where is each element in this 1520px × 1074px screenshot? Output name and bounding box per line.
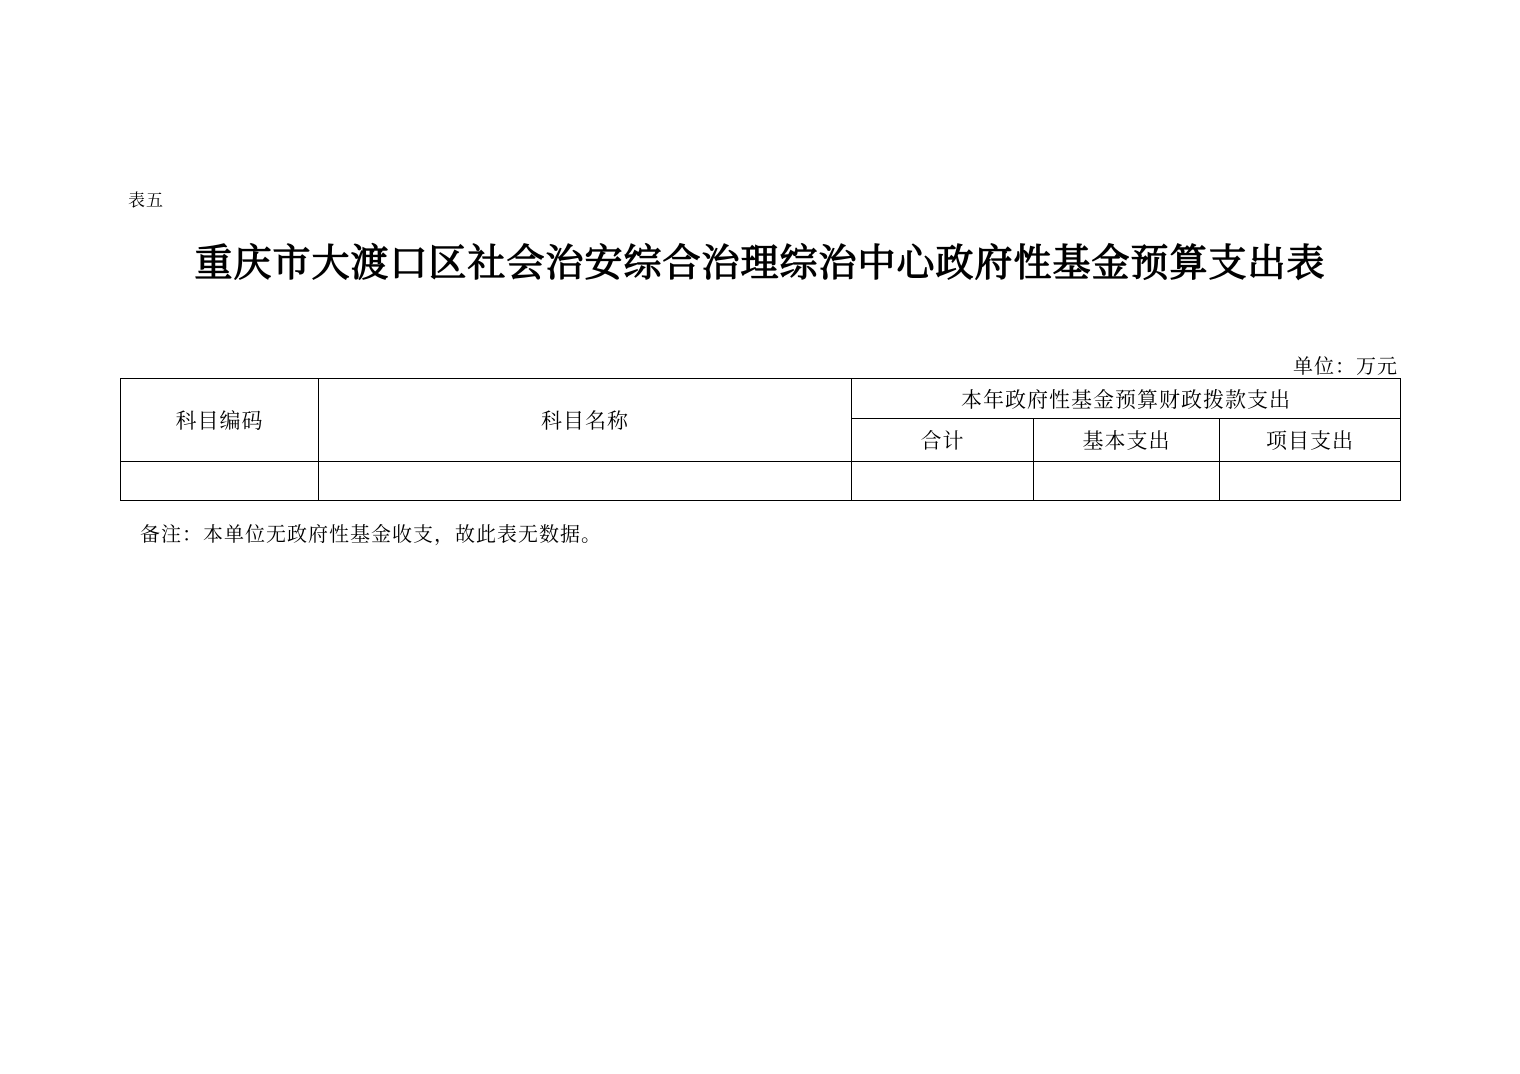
column-header-project: 项目支出 (1220, 419, 1401, 462)
cell-code (121, 462, 319, 501)
cell-basic (1034, 462, 1220, 501)
column-header-code: 科目编码 (121, 379, 319, 462)
table-row (121, 462, 1401, 501)
sheet-label: 表五 (128, 191, 164, 211)
budget-table-container (120, 378, 1400, 501)
budget-table (120, 378, 1401, 501)
cell-total (852, 462, 1034, 501)
column-header-group: 本年政府性基金预算财政拨款支出 (852, 379, 1401, 419)
cell-name (319, 462, 852, 501)
table-header (121, 379, 1401, 462)
table-body (121, 462, 1401, 501)
column-header-basic: 基本支出 (1034, 419, 1220, 462)
unit-note: 单位：万元 (1293, 354, 1398, 378)
footnote: 备注：本单位无政府性基金收支，故此表无数据。 (140, 522, 602, 546)
table-header-row-top (121, 379, 1401, 419)
cell-project (1220, 462, 1401, 501)
column-header-name: 科目名称 (319, 379, 852, 462)
page-title: 重庆市大渡口区社会治安综合治理综治中心政府性基金预算支出表 (194, 240, 1326, 285)
column-header-total: 合计 (852, 419, 1034, 462)
